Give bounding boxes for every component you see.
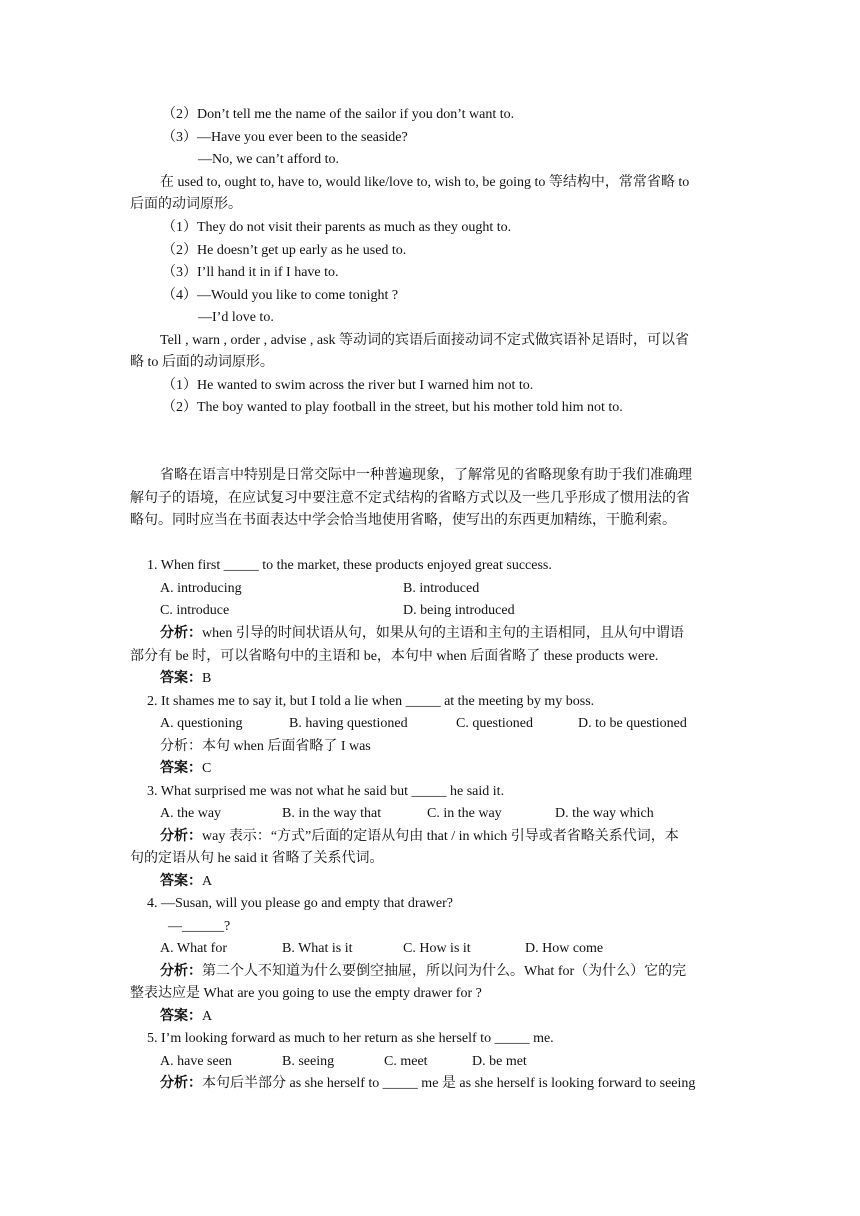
analysis-text: 本句后半部分 as she herself to _____ me 是 as she herself is looking forward to seeing [202,1076,696,1091]
answer-label: 答案： [160,761,202,776]
option-b: B. What is it [282,941,353,956]
option-b: B. having questioned [289,716,408,731]
analysis-label: 分析： [160,964,202,979]
option-c: C. introduce [160,603,230,618]
option-d: D. be met [472,1054,527,1069]
option-c: C. in the way [427,806,502,821]
example-line: —I’d love to. [198,310,274,325]
example-line: （1）They do not visit their parents as much as they ought to. [162,220,512,235]
example-line: （3）—Have you ever been to the seaside? [162,130,408,145]
answer-label: 答案： [160,1009,202,1024]
example-line: —No, we can’t afford to. [198,152,339,167]
answer-line [160,668,211,690]
option-d: D. the way which [555,806,654,821]
option-c: C. meet [384,1054,428,1069]
analysis-line [160,961,686,983]
analysis-text: 第二个人不知道为什么要倒空抽屉，所以问为什么。What for（为什么）它的完 [202,964,687,979]
example-line: （2）He doesn’t get up early as he used to. [162,243,407,258]
analysis-line: 整表达应是 What are you going to use the empty drawer for ? [130,986,482,1001]
example-line: （3）I’ll hand it in if I have to. [162,265,339,280]
option-c: C. How is it [403,941,471,956]
summary-paragraph: 解句子的语境，在应试复习中要注意不定式结构的省略方式以及一些几乎形成了惯用法的省 [130,491,690,506]
analysis-label: 分析： [160,829,202,844]
question-stem: 1. When first _____ to the market, these products enjoyed great success. [147,558,552,573]
option-d: D. to be questioned [578,716,687,731]
option-a: A. What for [160,941,227,956]
rule-paragraph: 后面的动词原形。 [130,197,242,212]
answer-line [160,1006,212,1028]
question-stem-reply: —______? [168,919,231,934]
analysis-text: way 表示：“方式”后面的定语从句由 that / in which 引导或者省略关系代词，本 [202,829,679,844]
example-line: （4）—Would you like to come tonight ? [162,288,399,303]
answer-value: A [202,874,213,889]
example-line: （1）He wanted to swim across the river but I warned him not to. [162,378,534,393]
question-stem: 3. What surprised me was not what he said but _____ he said it. [147,784,505,799]
question-stem: 2. It shames me to say it, but I told a lie when _____ at the meeting by my boss. [147,694,595,709]
analysis-line: 分析：本句 when 后面省略了 I was [160,739,371,754]
option-a: A. have seen [160,1054,232,1069]
answer-label: 答案： [160,874,202,889]
option-b: B. in the way that [282,806,382,821]
answer-line [160,758,211,780]
answer-value: A [202,1009,213,1024]
analysis-text: when 引导的时间状语从句，如果从句的主语和主句的主语相同，且从句中谓语 [202,626,684,641]
option-a: A. questioning [160,716,243,731]
option-b: B. seeing [282,1054,335,1069]
answer-label: 答案： [160,671,202,686]
rule-paragraph: 在 used to, ought to, have to, would like/love to, wish to, be going to 等结构中，常常省略 to [160,175,690,190]
option-d: D. being introduced [403,603,515,618]
analysis-line [160,826,679,848]
analysis-line: 句的定语从句 he said it 省略了关系代词。 [130,851,384,866]
summary-paragraph: 略句。同时应当在书面表达中学会恰当地使用省略，使写出的东西更加精练，干脆利索。 [130,513,676,528]
analysis-line [160,623,684,645]
option-a: A. the way [160,806,222,821]
answer-value: C [202,761,212,776]
rule-paragraph: 略 to 后面的动词原形。 [130,355,274,370]
option-c: C. questioned [456,716,533,731]
analysis-label: 分析： [160,626,202,641]
rule-paragraph: Tell , warn , order , advise , ask 等动词的宾语后面接动词不定式做宾语补足语时，可以省 [160,333,690,348]
question-stem: 4. —Susan, will you please go and empty that drawer? [147,896,453,911]
question-stem: 5. I’m looking forward as much to her return as she herself to _____ me. [147,1031,554,1046]
example-line: （2）Don’t tell me the name of the sailor if you don’t want to. [162,107,515,122]
example-line: （2）The boy wanted to play football in the street, but his mother told him not to. [162,400,623,415]
option-d: D. How come [525,941,604,956]
analysis-line: 部分有 be 时，可以省略句中的主语和 be，本句中 when 后面省略了 these products were. [130,649,659,664]
answer-line [160,871,212,893]
summary-paragraph: 省略在语言中特别是日常交际中一种普遍现象，了解常见的省略现象有助于我们准确理 [160,468,692,483]
analysis-label: 分析： [160,1076,202,1091]
analysis-line [160,1073,695,1095]
answer-value: B [202,671,212,686]
option-a: A. introducing [160,581,242,596]
option-b: B. introduced [403,581,480,596]
